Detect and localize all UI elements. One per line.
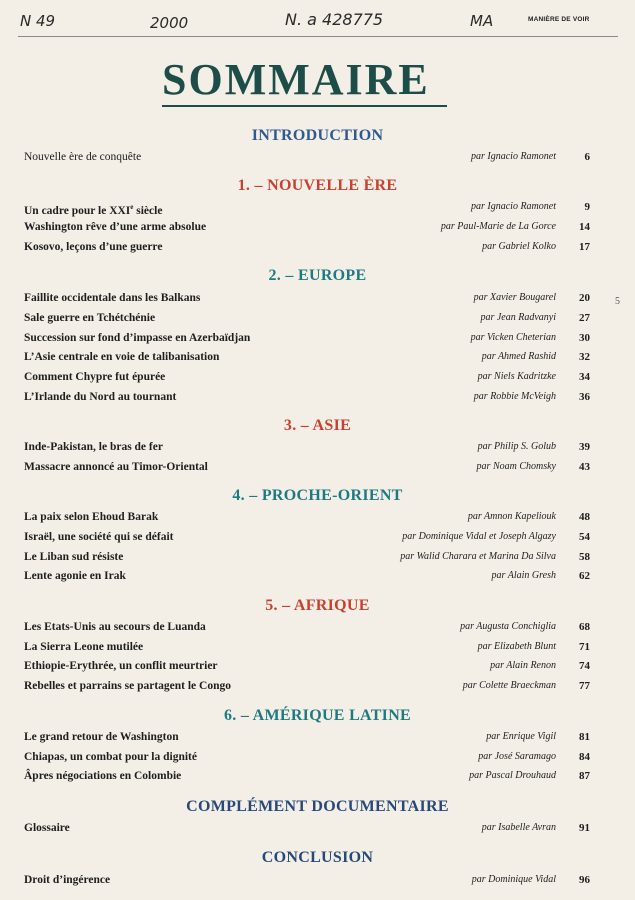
entry-author: par Pascal Drouhaud — [469, 770, 556, 781]
header-divider — [18, 36, 618, 37]
entry-title: Le Liban sud résiste — [24, 551, 124, 563]
entry-author: par Ahmed Rashid — [481, 351, 556, 362]
entry-author: par Vicken Cheterian — [470, 332, 556, 343]
entry-title: Droit d’ingérence — [24, 874, 111, 886]
entry-title: Glossaire — [24, 822, 70, 834]
entry-page: 58 — [579, 551, 590, 563]
section-heading-introduction: INTRODUCTION — [251, 127, 384, 144]
toc-entry[interactable] — [24, 218, 604, 236]
entry-author: par Elizabeth Blunt — [477, 641, 556, 652]
entry-title: Sale guerre en Tchétchénie — [24, 312, 156, 324]
entry-page: 54 — [579, 531, 590, 543]
entry-title: Faillite occidentale dans les Balkans — [24, 292, 201, 304]
entry-page: 39 — [579, 441, 590, 453]
entry-title: Comment Chypre fut épurée — [24, 371, 166, 383]
entry-title: Âpres négociations en Colombie — [24, 770, 182, 782]
entry-author: par Philip S. Golub — [477, 441, 556, 452]
entry-page: 43 — [579, 461, 590, 473]
section-heading-europe: 2. – EUROPE — [268, 267, 367, 284]
entry-title: Succession sur fond d’impasse en Azerbaïdjan — [24, 332, 251, 344]
entry-title: L’Irlande du Nord au tournant — [24, 391, 177, 403]
toc-entry[interactable] — [24, 638, 604, 656]
entry-title: Nouvelle ère de conquête — [24, 151, 142, 163]
entry-author: par Walid Charara et Marina Da Silva — [400, 551, 556, 562]
entry-title: L’Asie centrale en voie de talibanisation — [24, 351, 220, 363]
toc-entry[interactable] — [24, 238, 604, 256]
toc-entry[interactable] — [24, 309, 604, 327]
section-heading-amerique-latine: 6. – AMÉRIQUE LATINE — [223, 707, 412, 724]
section-heading-asie: 3. – ASIE — [283, 417, 352, 434]
entry-page: 32 — [579, 351, 590, 363]
toc-entry[interactable] — [24, 508, 604, 526]
entry-title: Israël, une société qui se défait — [24, 531, 174, 543]
entry-title: Ethiopie-Erythrée, un conflit meurtrier — [24, 660, 218, 672]
toc-entry[interactable] — [24, 438, 604, 456]
toc-entry[interactable] — [24, 677, 604, 695]
margin-number: 5 — [615, 296, 620, 307]
handwritten-issue-number: N 49 — [20, 12, 56, 30]
entry-author: par Augusta Conchiglia — [460, 621, 556, 632]
toc-entry[interactable] — [24, 148, 604, 166]
section-heading-proche-orient: 4. – PROCHE-ORIENT — [232, 487, 403, 504]
entry-author: par Alain Gresh — [491, 570, 556, 581]
entry-title: Un cadre pour le XXIe siècle — [24, 203, 163, 217]
entry-page: 68 — [579, 621, 590, 633]
entry-author: par Robbie McVeigh — [473, 391, 556, 402]
entry-page: 87 — [579, 770, 590, 782]
entry-author: par Noam Chomsky — [476, 461, 556, 472]
entry-page: 91 — [579, 822, 590, 834]
entry-title: Les Etats-Unis au secours de Luanda — [24, 621, 206, 633]
entry-title: Chiapas, un combat pour la dignité — [24, 751, 197, 763]
entry-title: Kosovo, leçons d’une guerre — [24, 241, 163, 253]
section-heading-conclusion: CONCLUSION — [261, 849, 374, 866]
toc-entry[interactable] — [24, 528, 604, 546]
entry-author: par José Saramago — [478, 751, 556, 762]
entry-page: 30 — [579, 332, 590, 344]
toc-entry[interactable] — [24, 767, 604, 785]
entry-author: par Niels Kadritzke — [477, 371, 556, 382]
entry-page: 96 — [579, 874, 590, 886]
entry-page: 71 — [579, 641, 590, 653]
entry-title: Rebelles et parrains se partagent le Congo — [24, 680, 231, 692]
entry-title: Massacre annoncé au Timor-Oriental — [24, 461, 208, 473]
toc-entry[interactable] — [24, 289, 604, 307]
entry-page: 36 — [579, 391, 590, 403]
entry-title: Inde-Pakistan, le bras de fer — [24, 441, 163, 453]
handwritten-header — [0, 0, 635, 46]
entry-author: par Jean Radvanyi — [480, 312, 556, 323]
toc-entry[interactable] — [24, 657, 604, 675]
entry-author: par Enrique Vigil — [486, 731, 556, 742]
entry-author: par Ignacio Ramonet — [471, 151, 556, 162]
entry-author: par Dominique Vidal — [471, 874, 556, 885]
entry-author: par Gabriel Kolko — [482, 241, 556, 252]
entry-page: 74 — [579, 660, 590, 672]
entry-page: 9 — [584, 201, 590, 213]
entry-page: 17 — [579, 241, 590, 253]
toc-entry[interactable] — [24, 618, 604, 636]
toc-entry[interactable] — [24, 548, 604, 566]
entry-title: La paix selon Ehoud Barak — [24, 511, 159, 523]
toc-entry[interactable] — [24, 748, 604, 766]
entry-title: Washington rêve d’une arme absolue — [24, 221, 207, 233]
entry-page: 77 — [579, 680, 590, 692]
section-heading-complement-documentaire: COMPLÉMENT DOCUMENTAIRE — [186, 798, 449, 815]
toc-entry[interactable] — [24, 728, 604, 746]
toc-entry[interactable] — [24, 388, 604, 406]
toc-entry[interactable] — [24, 567, 604, 585]
entry-page: 27 — [579, 312, 590, 324]
entry-title: Le grand retour de Washington — [24, 731, 179, 743]
entry-author: par Alain Renon — [490, 660, 556, 671]
handwritten-code: MA — [470, 12, 494, 30]
toc-entry[interactable] — [24, 458, 604, 476]
entry-page: 6 — [584, 151, 590, 163]
entry-author: par Colette Braeckman — [462, 680, 556, 691]
entry-author: par Isabelle Avran — [481, 822, 556, 833]
entry-page: 20 — [579, 292, 590, 304]
toc-entry[interactable] — [24, 368, 604, 386]
entry-author: par Ignacio Ramonet — [471, 201, 556, 212]
entry-title: La Sierra Leone mutilée — [24, 641, 144, 653]
entry-page: 84 — [579, 751, 590, 763]
entry-page: 81 — [579, 731, 590, 743]
entry-author: par Dominique Vidal et Joseph Algazy — [402, 531, 556, 542]
toc-entry[interactable] — [24, 871, 604, 889]
entry-page: 62 — [579, 570, 590, 582]
entry-author: par Amnon Kapeliouk — [467, 511, 556, 522]
section-heading-afrique: 5. – AFRIQUE — [265, 597, 370, 614]
handwritten-year: 2000 — [150, 14, 189, 32]
toc-entry[interactable] — [24, 329, 604, 347]
handwritten-reference: N. a 428775 — [285, 10, 384, 29]
title-underline — [162, 105, 447, 107]
toc-entry[interactable] — [24, 819, 604, 837]
entry-title: Lente agonie en Irak — [24, 570, 126, 582]
section-heading-nouvelle-ere: 1. – NOUVELLE ÈRE — [237, 177, 398, 194]
entry-page: 14 — [579, 221, 590, 233]
entry-author: par Xavier Bougarel — [473, 292, 556, 303]
entry-page: 34 — [579, 371, 590, 383]
entry-author: par Paul-Marie de La Gorce — [440, 221, 556, 232]
toc-entry[interactable] — [24, 348, 604, 366]
publication-brand: MANIÈRE DE VOIR — [528, 16, 590, 23]
toc-entry[interactable] — [24, 198, 604, 216]
page-title: SOMMAIRE — [162, 55, 430, 104]
entry-page: 48 — [579, 511, 590, 523]
